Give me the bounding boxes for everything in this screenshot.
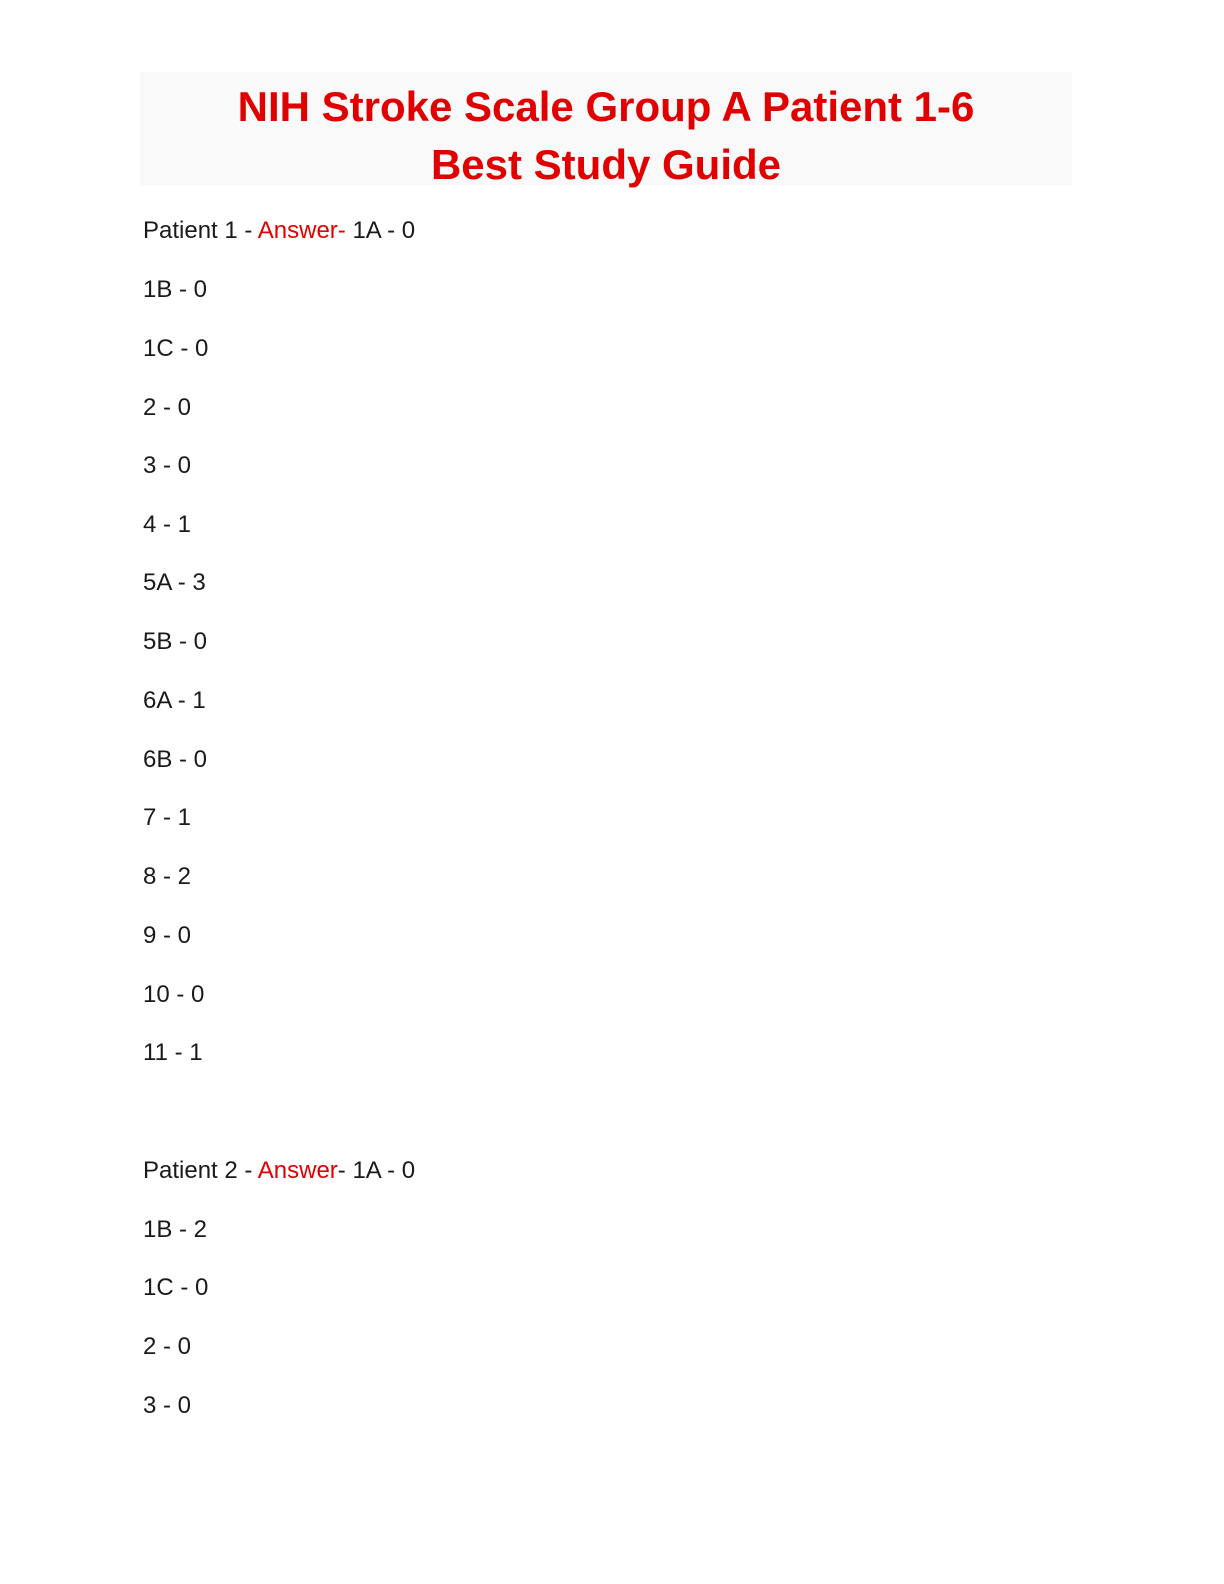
answer-label: Answer [257,1157,338,1184]
score-item: 1C - 0 [143,335,209,362]
score-item: 7 - 1 [143,804,192,831]
score-item: 10 - 0 [143,981,205,1008]
score-item: 2 - 0 [143,1333,192,1360]
score-item: 1B - 0 [143,276,208,303]
score-item: 1A - 0 [345,217,416,244]
score-item: 1B - 2 [143,1216,208,1243]
document-title [140,72,1072,186]
title-line-1: NIH Stroke Scale Group A Patient 1-6 [237,83,975,130]
score-item: 5B - 0 [143,628,208,655]
patient-1-heading [143,216,415,246]
score-item: 3 - 0 [143,452,192,479]
score-item: 8 - 2 [143,863,192,890]
title-line-2: Best Study Guide [430,141,782,188]
score-item: 5A - 3 [143,569,206,596]
score-item: 4 - 1 [143,511,192,538]
patient-label: Patient 1 - [143,217,258,244]
patient-2-heading [143,1156,415,1186]
score-item: 6B - 0 [143,746,208,773]
patient-label: Patient 2 - [143,1157,258,1184]
score-item: 6A - 1 [143,687,206,714]
score-item: 11 - 1 [143,1039,203,1066]
score-item: 9 - 0 [143,922,192,949]
score-item: - 1A - 0 [337,1157,416,1184]
score-item: 3 - 0 [143,1392,192,1419]
score-item: 1C - 0 [143,1274,209,1301]
score-item: 2 - 0 [143,394,192,421]
answer-label: Answer- [257,217,346,244]
